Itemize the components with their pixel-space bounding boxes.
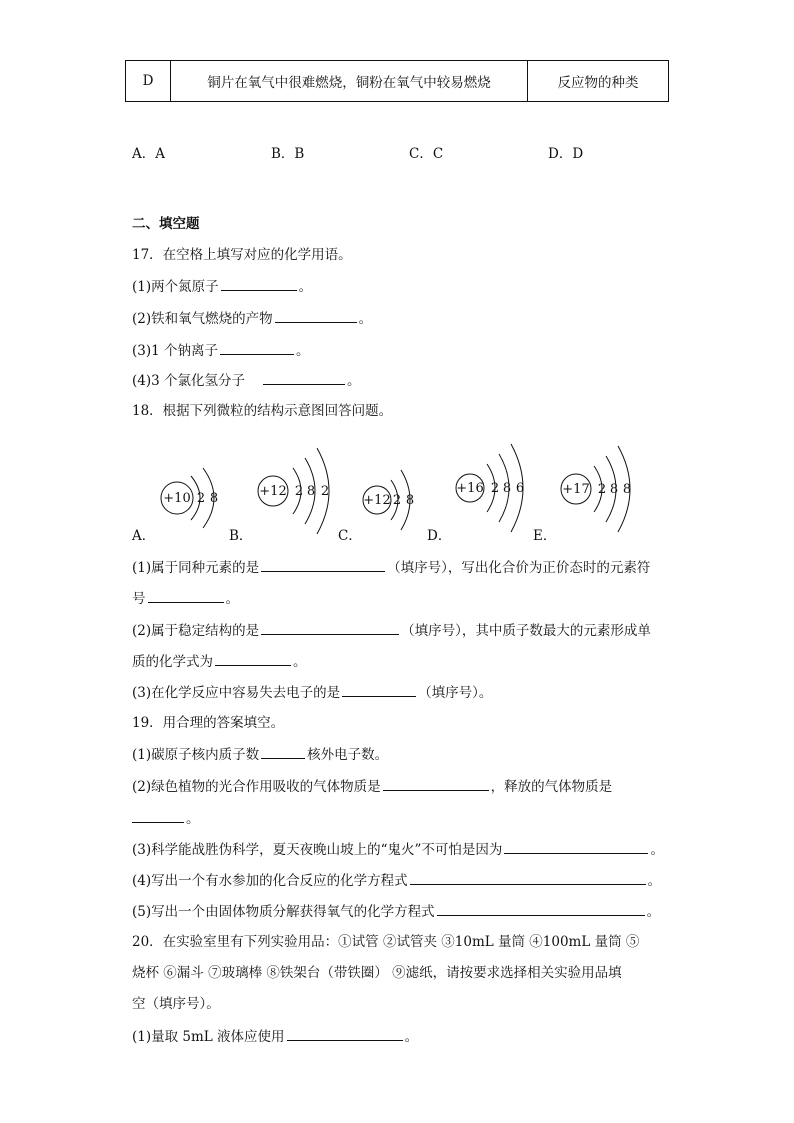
q17-part2 bbox=[132, 308, 372, 329]
answer-blank[interactable] bbox=[263, 370, 345, 385]
shell-electron-count: 8 bbox=[306, 484, 316, 499]
period: 。 bbox=[347, 373, 361, 389]
table-row bbox=[126, 61, 669, 102]
q17-part2-text: (2)铁和氧气燃烧的产物 bbox=[132, 311, 273, 327]
period: 。 bbox=[650, 842, 664, 858]
q19-part3-text: (3)科学能战胜伪科学，夏天夜晚山坡上的“鬼火”不可怕是因为 bbox=[132, 842, 503, 858]
q18-part1-line1 bbox=[132, 557, 650, 578]
shell-electron-count: 2 bbox=[294, 484, 304, 499]
answer-blank[interactable] bbox=[221, 276, 297, 291]
answer-blank[interactable] bbox=[261, 620, 399, 635]
atom-label-c: C． bbox=[338, 528, 362, 544]
period: 。 bbox=[646, 904, 661, 920]
atom-diagram-e bbox=[561, 446, 631, 532]
atom-diagram-d bbox=[456, 444, 524, 532]
period: 。 bbox=[186, 811, 200, 827]
q19-part3 bbox=[132, 839, 664, 860]
q17-part1 bbox=[132, 276, 312, 297]
q20-stem-line2: 烧杯 ⑥漏斗 ⑦玻璃棒 ⑧铁架台（带铁圈） ⑨滤纸，请按要求选择相关实验用品填 bbox=[132, 965, 622, 981]
q20-stem-line3: 空（填序号）。 bbox=[132, 996, 220, 1012]
q19-part5-text: (5)写出一个由固体物质分解获得氧气的化学方程式 bbox=[132, 904, 435, 920]
choice-c[interactable]: C．C bbox=[409, 146, 444, 162]
q17-part4 bbox=[132, 370, 361, 391]
answer-blank[interactable] bbox=[132, 808, 184, 823]
shell-electron-count: 2 bbox=[597, 482, 607, 497]
q18-part2-line1 bbox=[132, 620, 651, 641]
atom-diagram-c bbox=[363, 470, 414, 530]
q20-part1 bbox=[132, 1026, 418, 1047]
q17-part3-text: (3)1 个钠离子 bbox=[132, 343, 219, 359]
atom-diagram-a bbox=[161, 468, 218, 528]
answer-blank[interactable] bbox=[287, 1026, 403, 1041]
q19-part2-line1 bbox=[132, 776, 612, 797]
choice-a[interactable]: A．A bbox=[132, 146, 165, 162]
shell-electron-count: 8 bbox=[502, 481, 512, 496]
period: 。 bbox=[358, 311, 373, 327]
q19-part1 bbox=[132, 744, 388, 765]
atom-label-b: B． bbox=[229, 528, 253, 544]
section-heading: 二、填空题 bbox=[132, 216, 200, 232]
nucleus-charge: +12 bbox=[363, 493, 391, 508]
q19-part4-text: (4)写出一个有水参加的化合反应的化学方程式 bbox=[132, 873, 408, 889]
q18-part1-text-c: 号 bbox=[132, 591, 146, 607]
q18-part3-text-b: （填序号）。 bbox=[418, 685, 493, 701]
q19-part2-line2 bbox=[132, 808, 200, 829]
period: 。 bbox=[404, 1029, 419, 1045]
factor-cell: 反应物的种类 bbox=[528, 61, 669, 102]
answer-blank[interactable] bbox=[275, 308, 357, 323]
q18-part1-line2 bbox=[132, 588, 239, 609]
q18-part1-text-a: (1)属于同种元素的是 bbox=[132, 560, 260, 576]
answer-blank[interactable] bbox=[437, 901, 645, 916]
q19-part2-text-a: (2)绿色植物的光合作用吸收的气体物质是 bbox=[132, 779, 381, 795]
phenomenon-cell: 铜片在氧气中很难燃烧，铜粉在氧气中较易燃烧 bbox=[171, 61, 528, 102]
answer-blank[interactable] bbox=[504, 839, 648, 854]
q17-part1-text: (1)两个氮原子 bbox=[132, 279, 219, 295]
period: 。 bbox=[296, 343, 310, 359]
option-table bbox=[125, 60, 669, 102]
q18-stem: 18．根据下列微粒的结构示意图回答问题。 bbox=[132, 403, 393, 419]
answer-choices bbox=[0, 142, 794, 162]
q20-stem-line1: 20．在实验室里有下列实验用品：①试管 ②试管夹 ③10mL 量筒 ④100mL 量筒 ⑤ bbox=[132, 934, 640, 950]
shell-electron-count: 2 bbox=[392, 493, 402, 508]
shell-electron-count: 2 bbox=[490, 481, 500, 496]
q19-part4 bbox=[132, 870, 661, 891]
q18-part2-text-a: (2)属于稳定结构的是 bbox=[132, 623, 260, 639]
nucleus-charge: +16 bbox=[456, 481, 484, 496]
option-letter-cell: D bbox=[126, 61, 171, 102]
choice-b[interactable]: B．B bbox=[271, 146, 305, 162]
nucleus-charge: +10 bbox=[163, 491, 191, 506]
q19-part1-text-a: (1)碳原子核内质子数 bbox=[132, 747, 260, 763]
q18-part2-text-b: （填序号），其中质子数最大的元素形成单 bbox=[401, 623, 651, 639]
q17-stem: 17．在空格上填写对应的化学用语。 bbox=[132, 247, 352, 263]
period: 。 bbox=[293, 654, 307, 670]
q19-part2-text-b: ，释放的气体物质是 bbox=[490, 779, 613, 795]
answer-blank[interactable] bbox=[383, 776, 489, 791]
nucleus-charge: +12 bbox=[259, 484, 287, 499]
q18-part3-text-a: (3)在化学反应中容易失去电子的是 bbox=[132, 685, 341, 701]
q18-part1-text-b: （填序号），写出化合价为正价态时的元素符 bbox=[387, 560, 651, 576]
atom-diagram-b bbox=[258, 448, 329, 534]
atom-diagrams-svg bbox=[125, 436, 685, 546]
answer-blank[interactable] bbox=[148, 588, 224, 603]
answer-blank[interactable] bbox=[261, 744, 305, 759]
answer-blank[interactable] bbox=[342, 682, 416, 697]
q18-part3 bbox=[132, 682, 492, 703]
shell-electron-count: 8 bbox=[209, 491, 219, 506]
answer-blank[interactable] bbox=[261, 557, 385, 572]
shell-electron-count: 6 bbox=[515, 481, 525, 496]
atom-label-d: D． bbox=[427, 528, 452, 544]
q18-part2-text-c: 质的化学式为 bbox=[132, 654, 213, 670]
shell-electron-count: 2 bbox=[196, 491, 206, 506]
q19-part1-text-b: 核外电子数。 bbox=[307, 747, 389, 763]
answer-blank[interactable] bbox=[410, 870, 646, 885]
atom-structure-diagrams bbox=[125, 436, 685, 546]
period: 。 bbox=[298, 279, 313, 295]
period: 。 bbox=[647, 873, 662, 889]
q20-part1-text: (1)量取 5mL 液体应使用 bbox=[132, 1029, 285, 1045]
shell-electron-count: 8 bbox=[609, 482, 619, 497]
nucleus-charge: +17 bbox=[562, 482, 590, 497]
atom-label-e: E． bbox=[533, 528, 557, 544]
shell-electron-count: 8 bbox=[622, 482, 632, 497]
shell-electron-count: 8 bbox=[405, 493, 415, 508]
period: 。 bbox=[225, 591, 239, 607]
answer-blank[interactable] bbox=[220, 340, 294, 355]
q17-part3 bbox=[132, 340, 310, 361]
q19-part5 bbox=[132, 901, 660, 922]
choice-d[interactable]: D．D bbox=[548, 146, 584, 162]
atom-label-a: A． bbox=[132, 528, 156, 544]
q19-stem: 19．用合理的答案填空。 bbox=[132, 715, 285, 731]
q18-part2-line2 bbox=[132, 651, 307, 672]
answer-blank[interactable] bbox=[215, 651, 291, 666]
q17-part4-text: (4)3 个氯化氢分子 bbox=[132, 373, 246, 389]
shell-electron-count: 2 bbox=[320, 484, 330, 499]
